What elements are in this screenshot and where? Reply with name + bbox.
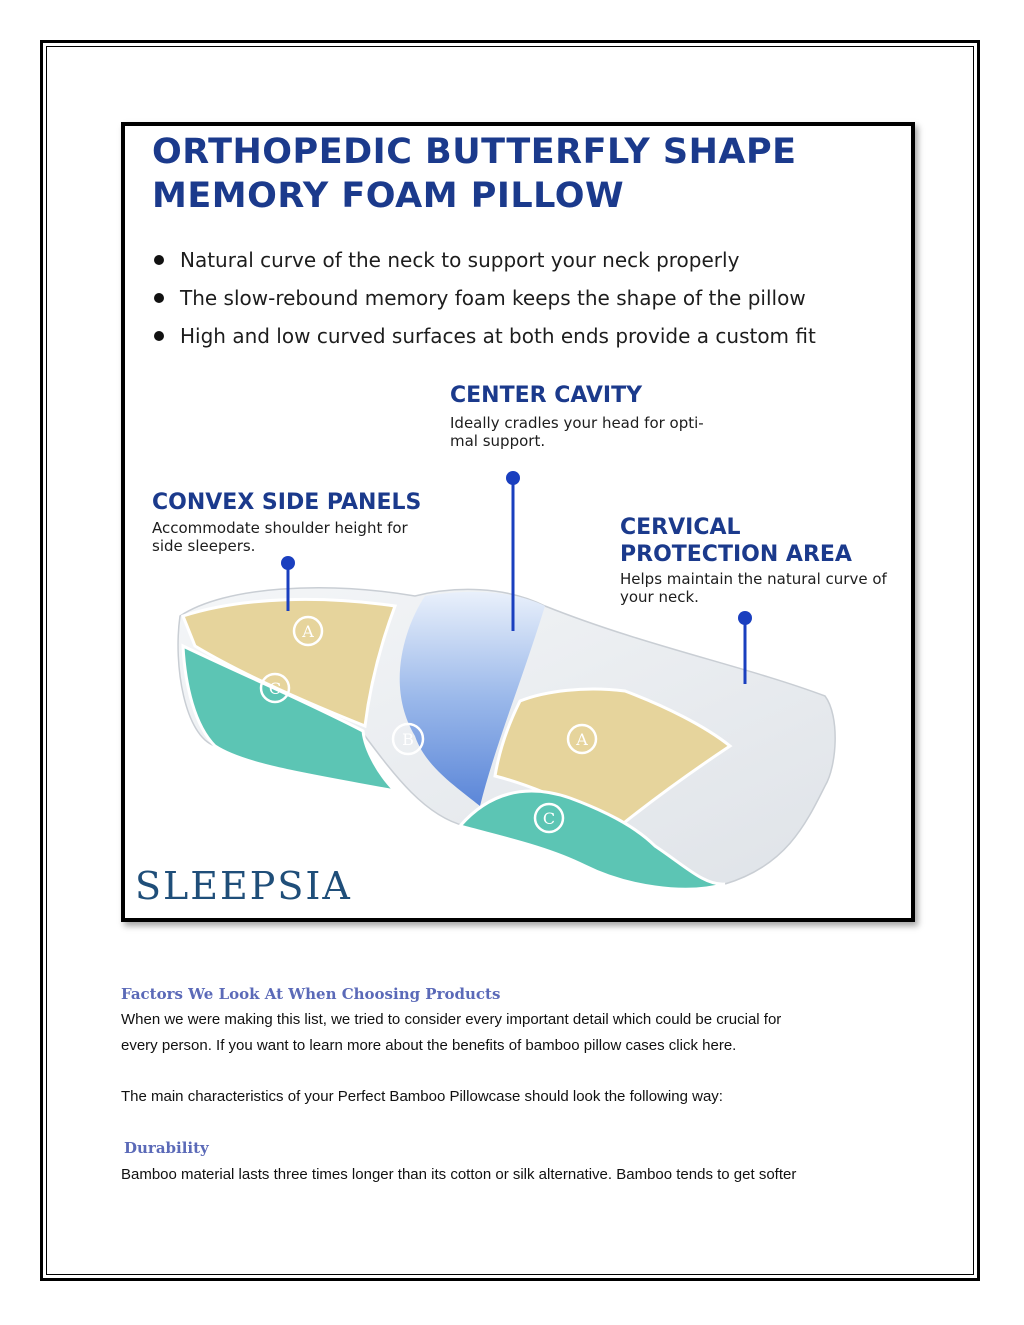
infographic-title-line1: ORTHOPEDIC BUTTERFLY SHAPE (152, 132, 797, 172)
svg-text:A: A (302, 622, 314, 641)
cervical-protection-title: CERVICAL PROTECTION AREA (620, 515, 852, 567)
sleepsia-logo: SLEEPSIA (135, 864, 352, 908)
feature-text: Natural curve of the neck to support your neck properly (180, 248, 740, 272)
infographic-title-line2: MEMORY FOAM PILLOW (152, 176, 625, 216)
pillow-illustration (125, 126, 911, 918)
cervical-protection-desc: Helps maintain the natural curve of your neck. (620, 570, 887, 606)
convex-panels-pin-head (281, 556, 295, 570)
intro-paragraph: When we were making this list, we tried to consider every important detail which could be crucial for every person. If you want to learn more about the benefits of bamboo pillow cases click here. (121, 1011, 782, 1054)
durability-heading: Durability (124, 1139, 209, 1157)
center-cavity-title: CENTER CAVITY (450, 383, 643, 408)
feature-text: High and low curved surfaces at both ends provide a custom fit (180, 324, 816, 348)
convex-side-panels-title: CONVEX SIDE PANELS (152, 490, 422, 515)
product-infographic (121, 122, 915, 922)
convex-side-panels-desc: Accommodate shoulder height for side sleepers. (152, 519, 408, 555)
center-cavity-pin-head (506, 471, 520, 485)
svg-text:C: C (542, 809, 556, 828)
cervical-area-pin-head (738, 611, 752, 625)
durability-paragraph: Bamboo material lasts three times longer than its cotton or silk alternative. Bamboo tends to get softer (121, 1166, 797, 1183)
center-cavity-desc: Ideally cradles your head for opti- mal support. (450, 414, 704, 450)
characteristics-paragraph: The main characteristics of your Perfect Bamboo Pillowcase should look the following way: (121, 1088, 723, 1105)
section-heading: Factors We Look At When Choosing Products (121, 985, 501, 1003)
svg-text:C: C (268, 679, 282, 698)
svg-text:A: A (576, 730, 588, 749)
feature-text: The slow-rebound memory foam keeps the shape of the pillow (180, 286, 806, 310)
svg-text:B: B (402, 730, 414, 749)
